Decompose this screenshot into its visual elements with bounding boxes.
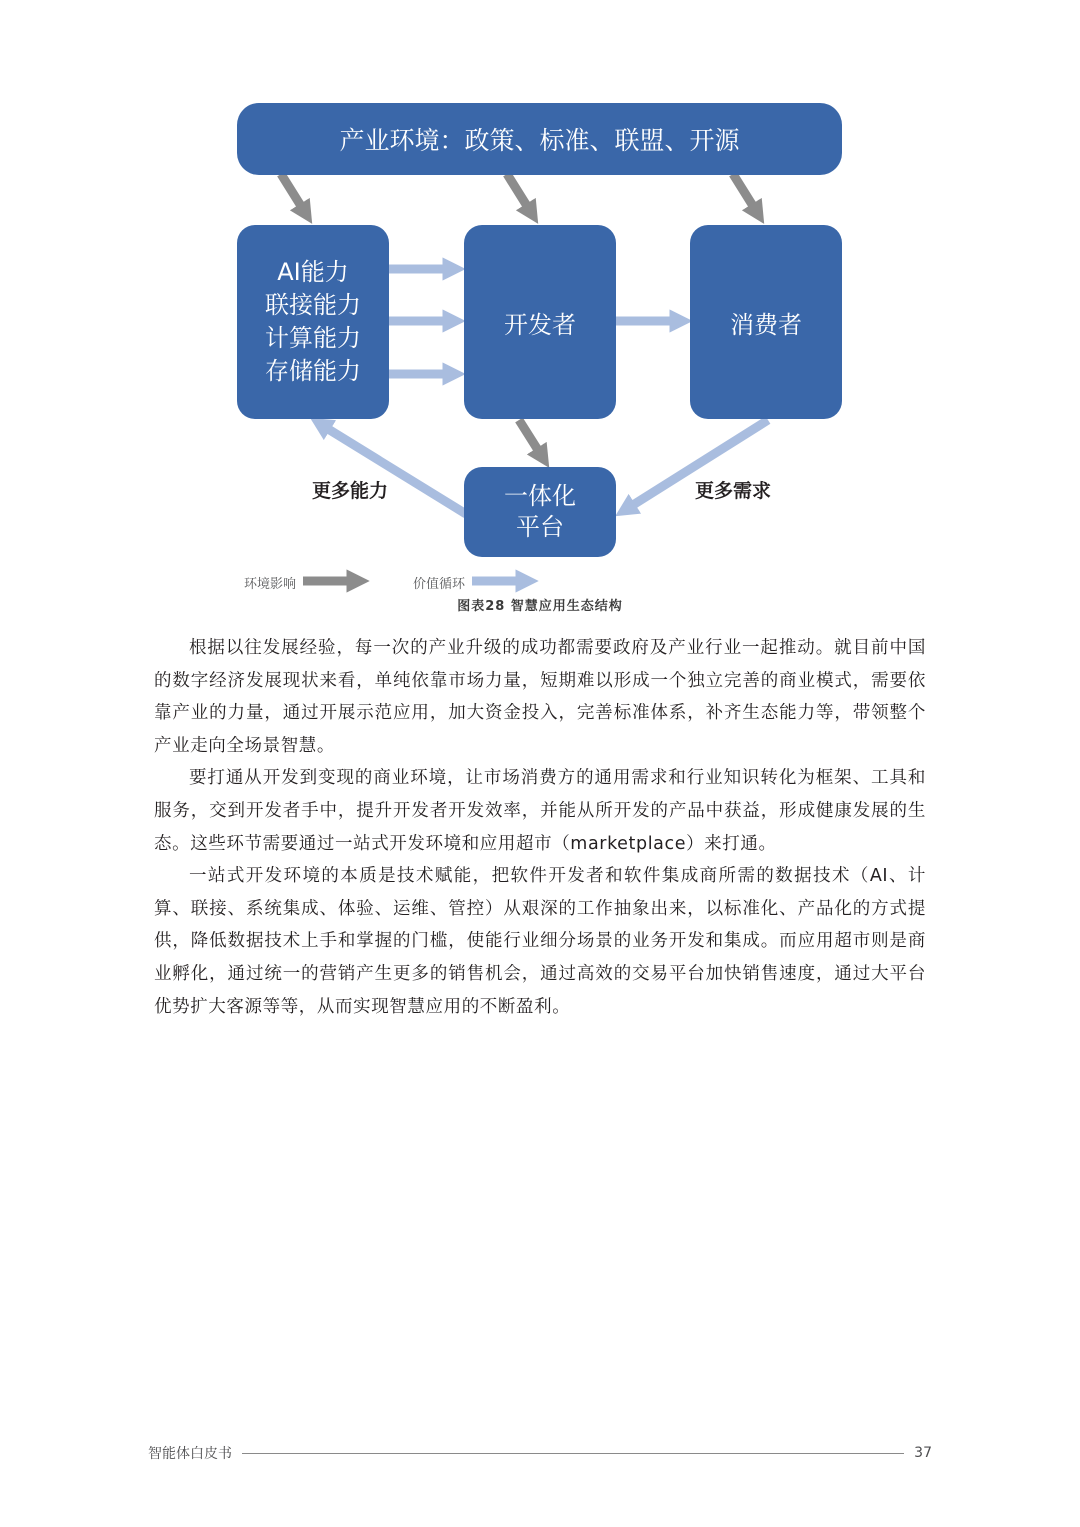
page-footer xyxy=(148,1443,932,1463)
platform-box xyxy=(464,467,616,557)
env-arrow-to-developer xyxy=(507,174,532,214)
industry-environment-box xyxy=(237,103,842,175)
footer-title: 智能体白皮书 xyxy=(148,1446,232,1462)
paragraph-1: 根据以往发展经验，每一次的产业升级的成功都需要政府及产业行业一起推动。就目前中国的数字经济发展现状来看，单纯依靠市场力量，短期难以形成一个独立完善的商业模式，需要依靠产业的力量，通过开展示范应用，加大资金投入，完善标准体系，补齐生态能力等，带领整个产业走向全场景智慧。 xyxy=(154,638,926,756)
industry-environment-label: 产业环境：政策、标准、联盟、开源 xyxy=(339,126,740,155)
body-text xyxy=(154,632,926,1023)
developer-label: 开发者 xyxy=(504,310,576,339)
figure-caption: 图表28 智慧应用生态结构 xyxy=(457,599,623,614)
more-capability-label: 更多能力 xyxy=(312,480,389,502)
capability-ai: AI能力 xyxy=(277,258,349,286)
consumer-label: 消费者 xyxy=(730,310,802,339)
platform-label-line2: 平台 xyxy=(516,513,564,541)
capability-connect: 联接能力 xyxy=(265,291,361,319)
legend-value-cycle: 价值循环 xyxy=(413,577,466,592)
env-arrow-to-capabilities xyxy=(281,174,306,214)
capability-compute: 计算能力 xyxy=(265,324,361,352)
env-arrow-developer-to-platform xyxy=(519,420,543,458)
env-arrow-to-consumer xyxy=(733,174,758,214)
legend-env-influence: 环境影响 xyxy=(244,577,297,592)
page-number: 37 xyxy=(914,1445,932,1461)
paragraph-2: 要打通从开发到变现的商业环境，让市场消费方的通用需求和行业知识转化为框架、工具和服务，交到开发者手中，提升开发者开发效率，并能从所开发的产品中获益，形成健康发展的生态。这些环节需要通过一站式开发环境和应用超市（marketplace）来打通。 xyxy=(154,768,926,854)
ecosystem-diagram xyxy=(0,0,1080,620)
developer-box xyxy=(464,225,616,419)
footer-rule xyxy=(242,1453,904,1454)
more-demand-label: 更多需求 xyxy=(695,480,772,502)
consumer-box xyxy=(690,225,842,419)
platform-label-line1: 一体化 xyxy=(504,482,576,510)
capability-storage: 存储能力 xyxy=(265,357,361,385)
paragraph-3: 一站式开发环境的本质是技术赋能，把软件开发者和软件集成商所需的数据技术（AI、计算、联接、系统集成、体验、运维、管控）从艰深的工作抽象出来，以标准化、产品化的方式提供，降低数据技术上手和掌握的门槛，使能行业细分场景的业务开发和集成。而应用超市则是商业孵化，通过统一的营销产生更多的销售机会，通过高效的交易平台加快销售速度，通过大平台优势扩大客源等等，从而实现智慧应用的不断盈利。 xyxy=(154,866,926,1017)
capabilities-box xyxy=(237,225,389,419)
